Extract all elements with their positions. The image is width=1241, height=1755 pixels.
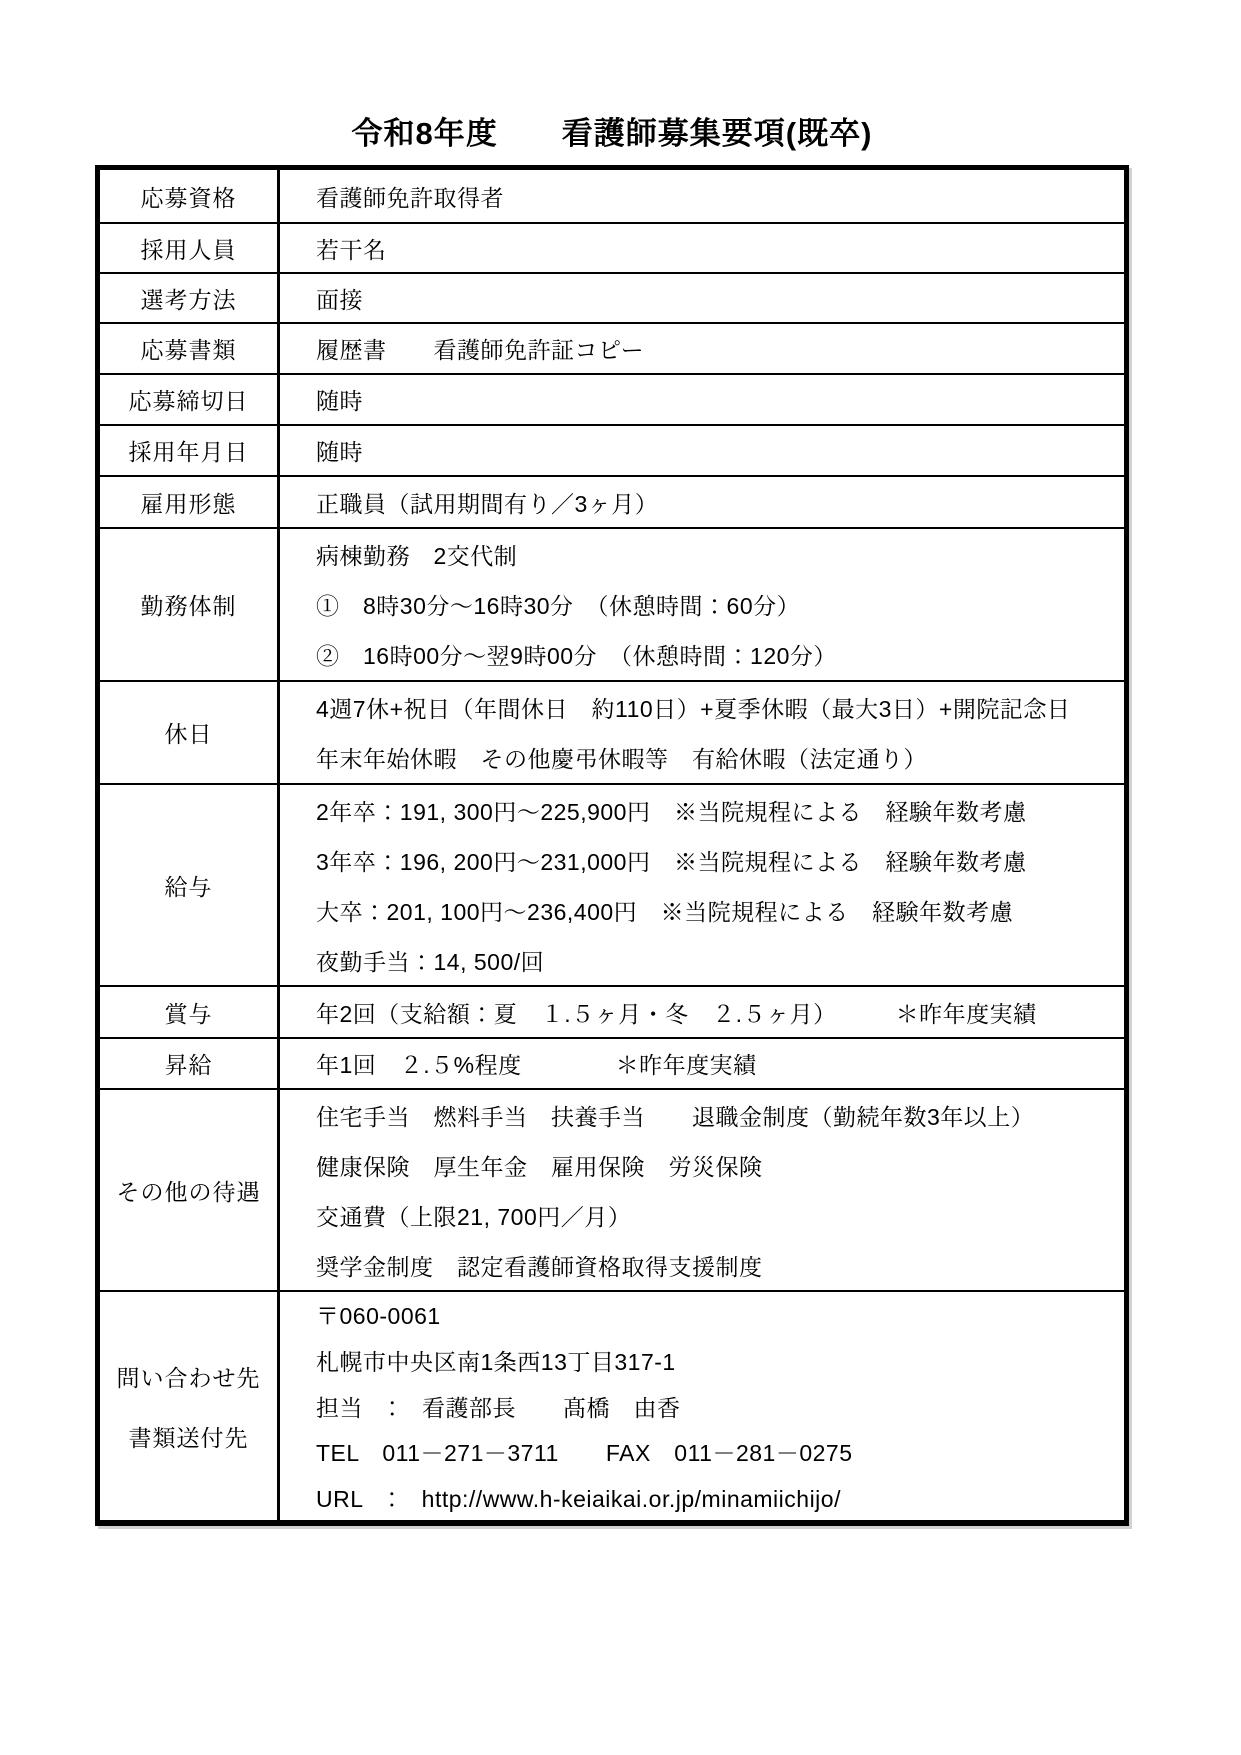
table-row: [100, 985, 1124, 1037]
value-line: 随時: [316, 439, 363, 465]
row-value: [280, 170, 1124, 222]
row-label: [100, 1090, 280, 1290]
row-label-text: 選考方法: [140, 286, 237, 313]
value-line: 3年卒：196, 200円～231,000円 ※当院規程による 経験年数考慮: [316, 848, 1027, 875]
row-label-text: 休日: [164, 721, 213, 747]
row-label-text: 応募締切日: [128, 388, 249, 414]
tel-fax-line: TEL 011－271－3711 FAX 011－281－0275: [316, 1440, 853, 1467]
row-label: [100, 1292, 280, 1520]
row-value: [280, 682, 1124, 783]
value-line: 大卒：201, 100円～236,400円 ※当院規程による 経験年数考慮: [316, 898, 1014, 925]
recruitment-table: [95, 165, 1129, 1526]
row-label: [100, 785, 280, 985]
value-line: 若干名: [316, 236, 387, 263]
table-row: [100, 424, 1124, 475]
table-row: [100, 527, 1124, 680]
row-label-text: 勤務体制: [140, 593, 237, 619]
row-value: [280, 224, 1124, 272]
table-row: [100, 1088, 1124, 1290]
row-label-text: 問い合わせ先: [116, 1364, 261, 1391]
row-label: [100, 987, 280, 1037]
table-row: [100, 783, 1124, 985]
row-value: [280, 529, 1124, 680]
row-value: [280, 1090, 1124, 1290]
value-line: 看護師免許取得者: [316, 184, 504, 211]
value-line: 年1回 ２.５%程度 ＊昨年度実績: [316, 1052, 757, 1078]
row-label: [100, 375, 280, 424]
table-row: [100, 170, 1124, 222]
row-label: [100, 274, 280, 322]
postal-code-line: 〒060-0061: [316, 1303, 441, 1330]
table-row: [100, 475, 1124, 527]
value-line: 年末年始休暇 その他慶弔休暇等 有給休暇（法定通り）: [316, 746, 927, 773]
row-value: [280, 1039, 1124, 1088]
row-value: [280, 477, 1124, 527]
row-label-text: 書類送付先: [128, 1424, 249, 1451]
address-line: 札幌市中央区南1条西13丁目317-1: [316, 1348, 676, 1375]
table-row: [100, 222, 1124, 272]
row-value: [280, 274, 1124, 322]
row-value: [280, 987, 1124, 1037]
value-line: 正職員（試用期間有り／3ヶ月）: [316, 490, 659, 517]
value-line: 病棟勤務 2交代制: [316, 542, 518, 569]
row-label: [100, 477, 280, 527]
value-line: ① 8時30分～16時30分 （休憩時間：60分）: [316, 592, 801, 619]
table-row: [100, 680, 1124, 783]
row-label-text: 昇給: [164, 1052, 213, 1078]
row-label: [100, 529, 280, 680]
row-label: [100, 224, 280, 272]
row-label-text: 応募資格: [140, 184, 237, 211]
value-line: 健康保険 厚生年金 雇用保険 労災保険: [316, 1153, 763, 1180]
table-row: [100, 272, 1124, 322]
url-line: URL ： http://www.h-keiaikai.or.jp/minamiichijo/: [316, 1485, 841, 1512]
row-label-text: 応募書類: [140, 337, 237, 363]
table-row: [100, 1037, 1124, 1088]
table-row: [100, 373, 1124, 424]
contact-person-line: 担当 ： 看護部長 髙橋 由香: [316, 1394, 681, 1421]
row-label-text: 給与: [164, 873, 213, 900]
value-line: 交通費（上限21, 700円／月）: [316, 1203, 632, 1230]
value-line: ② 16時00分～翌9時00分 （休憩時間：120分）: [316, 643, 837, 670]
table-row: [100, 1290, 1124, 1520]
row-value: [280, 375, 1124, 424]
value-line: 履歴書 看護師免許証コピー: [316, 337, 645, 363]
value-line: 年2回（支給額：夏 １.５ヶ月・冬 ２.５ヶ月） ＊昨年度実績: [316, 1000, 1037, 1027]
table-row: [100, 322, 1124, 373]
value-line: 夜勤手当：14, 500/回: [316, 948, 545, 975]
value-line: 2年卒：191, 300円～225,900円 ※当院規程による 経験年数考慮: [316, 798, 1027, 825]
row-label: [100, 426, 280, 475]
row-value: [280, 324, 1124, 373]
row-label: [100, 170, 280, 222]
page-title: 令和8年度 看護師募集要項(既卒): [351, 116, 873, 151]
row-value: [280, 785, 1124, 985]
value-line: 奨学金制度 認定看護師資格取得支援制度: [316, 1253, 763, 1280]
value-line: 随時: [316, 388, 363, 414]
value-line: 住宅手当 燃料手当 扶養手当 退職金制度（勤続年数3年以上）: [316, 1103, 1035, 1130]
row-label-text: 賞与: [164, 1000, 213, 1027]
row-label: [100, 1039, 280, 1088]
row-label: [100, 682, 280, 783]
row-label: [100, 324, 280, 373]
row-label-text: 雇用形態: [140, 490, 237, 517]
value-line: 4週7休+祝日（年間休日 約110日）+夏季休暇（最大3日）+開院記念日: [316, 695, 1071, 722]
value-line: 面接: [316, 286, 363, 313]
row-value: [280, 1292, 1124, 1520]
row-label-text: 採用年月日: [128, 439, 249, 465]
row-value: [280, 426, 1124, 475]
row-label-text: その他の待遇: [116, 1178, 261, 1205]
row-label-text: 採用人員: [140, 236, 237, 263]
